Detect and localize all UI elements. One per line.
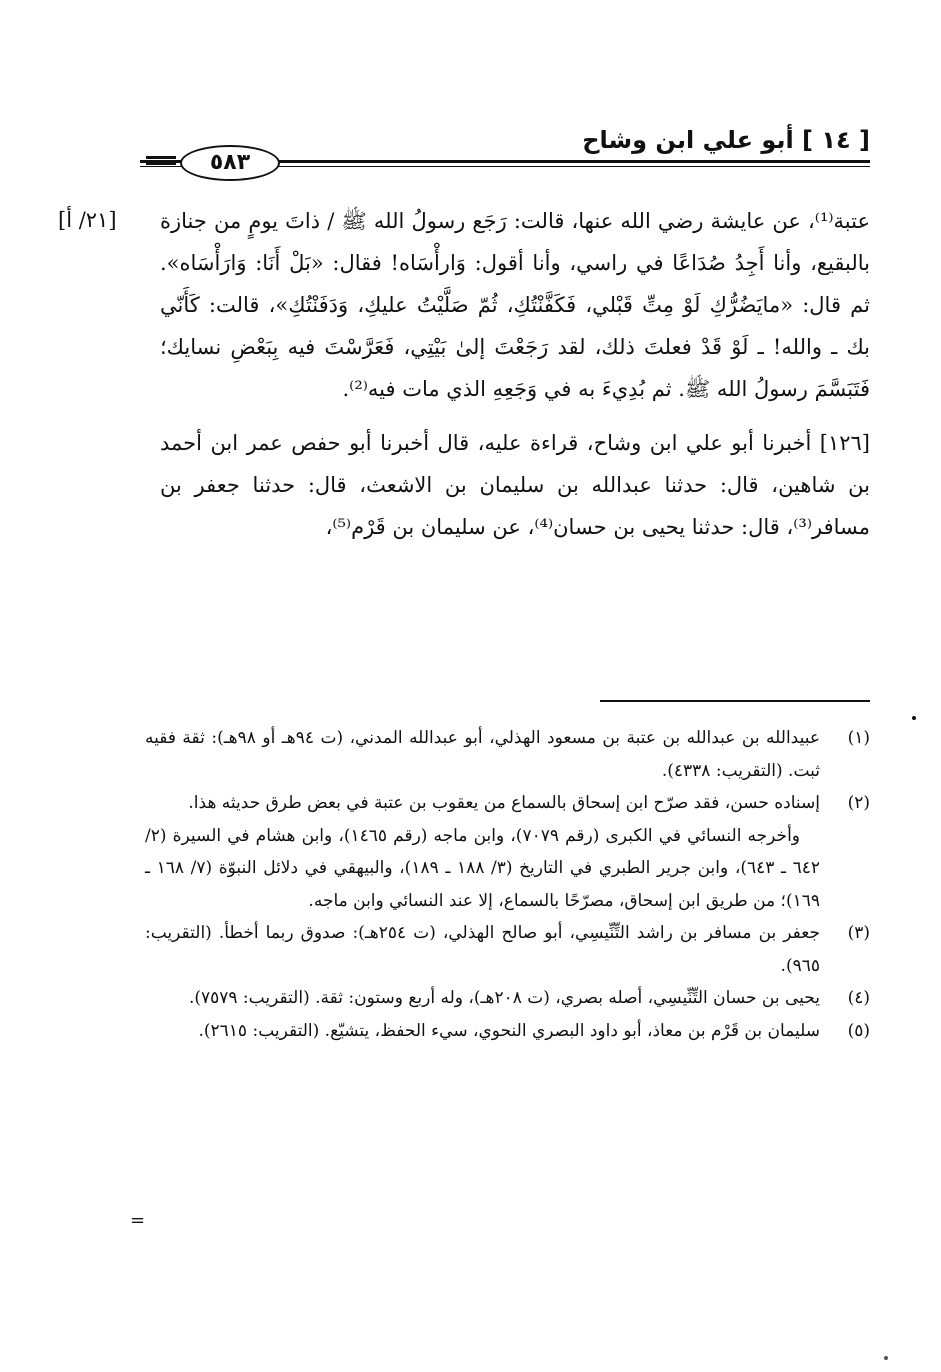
footnote-text: سليمان بن قَرْم بن معاذ، أبو داود البصري النحوي، سيء الحفظ، يتشيّع. (التقريب: ٢٦١٥). xyxy=(198,1020,820,1041)
footnote-2-continuation: وأخرجه النسائي في الكبرى (رقم ٧٠٧٩)، وابن ماجه (رقم ١٤٦٥)، وابن هشام في السيرة (٢/ ٦٤٢ ـ ٦٤٣)، وابن جرير الطبري في التاريخ (٣/ ١٨٨ ـ ١٨٩)، والبيهقي في دلائل النبوّة (٧/ ١٦٨ ـ ١٦٩)؛ من طريق ابن إسحاق، مصرّحًا بالسماع، إلا عند النسائي وابن ماجه. xyxy=(145,825,820,911)
footnote-4 xyxy=(145,982,870,1015)
header-ornament-bars xyxy=(146,156,176,170)
footnotes xyxy=(145,722,870,1047)
header-title: [ ١٤ ] أبو علي ابن وشاح xyxy=(582,126,870,154)
footnote-separator xyxy=(600,700,870,702)
footnote-text: عبيدالله بن عبدالله بن عتبة بن مسعود الهذلي، أبو عبدالله المدني، (ت ٩٤هـ أو ٩٨هـ): ثقة فقيه ثبت. (التقريب: ٤٣٣٨). xyxy=(145,728,821,781)
footnote-3 xyxy=(145,917,870,982)
margin-dot xyxy=(912,716,916,720)
footnote-number: (١) xyxy=(847,728,870,748)
footnote-number: (٥) xyxy=(847,1020,870,1041)
page-number: ٥٨٣ xyxy=(180,145,280,181)
footnote-number: (٢) xyxy=(847,793,870,813)
footnote-number: (٤) xyxy=(847,988,870,1008)
paragraph-1: عتبة⁽¹⁾، عن عايشة رضي الله عنها، قالت: رَجَع رسولُ الله ﷺ / ذاتَ يومٍ من جنازة بالبقيع، وأنا أَجِدُ صُدَاعًا في راسي، وأنا أقول: وَارأْسَاه! فقال: «بَلْ أَنَا: وَارَأْسَاه». ثم قال: «مايَضُرُّكِ لَوْ مِتِّ قَبْلي، فَكَفَّنْتُكِ، ثُمّ صَلَّيْتُ عليكِ، وَدَفَنْتُكِ»، قالت: كَأَنّي بك ـ والله! ـ لَوْ قَدْ فعلتَ ذلك، لقد رَجَعْتَ إلىٰ بَيْتِي، فَعَرَّسْتَ فيه بِبَعْضِ نسايك؛ فَتَبَسَّمَ رسولُ الله ﷺ. ثم بُدِيءَ به في وَجَعِهِ الذي مات فيه⁽²⁾. xyxy=(160,209,870,401)
folio-reference: [٢١/ أ] xyxy=(58,208,117,232)
main-text xyxy=(160,200,870,548)
footnote-text: جعفر بن مسافر بن راشد التِّنِّيسِي، أبو صالح الهذلي، (ت ٢٥٤هـ): صدوق ربما أخطأ. (التقريب: ٩٦٥). xyxy=(145,923,820,976)
footnote-number: (٣) xyxy=(847,923,870,943)
paragraph-2: [١٢٦] أخبرنا أبو علي ابن وشاح، قراءة عليه، قال أخبرنا أبو حفص عمر ابن أحمد بن شاهين، قال: حدثنا عبدالله بن سليمان بن الاشعث، قال: حدثنا جعفر بن مسافر⁽³⁾، قال: حدثنا يحيى بن حسان⁽⁴⁾، عن سليمان بن قَرْم⁽⁵⁾، xyxy=(160,431,870,539)
equals-mark: = xyxy=(130,1210,146,1231)
footnote-5 xyxy=(145,1015,870,1048)
footnote-1 xyxy=(145,722,870,787)
footnote-2 xyxy=(145,787,870,820)
corner-dot xyxy=(884,1356,888,1360)
footnote-text: يحيى بن حسان التِّنِّيسِي، أصله بصري، (ت ٢٠٨هـ)، وله أربع وستون: ثقة. (التقريب: ٧٥٧٩). xyxy=(188,988,820,1008)
footnote-text: إسناده حسن، فقد صرّح ابن إسحاق بالسماع من يعقوب بن عتبة في بعض طرق حديثه هذا. xyxy=(188,793,820,813)
